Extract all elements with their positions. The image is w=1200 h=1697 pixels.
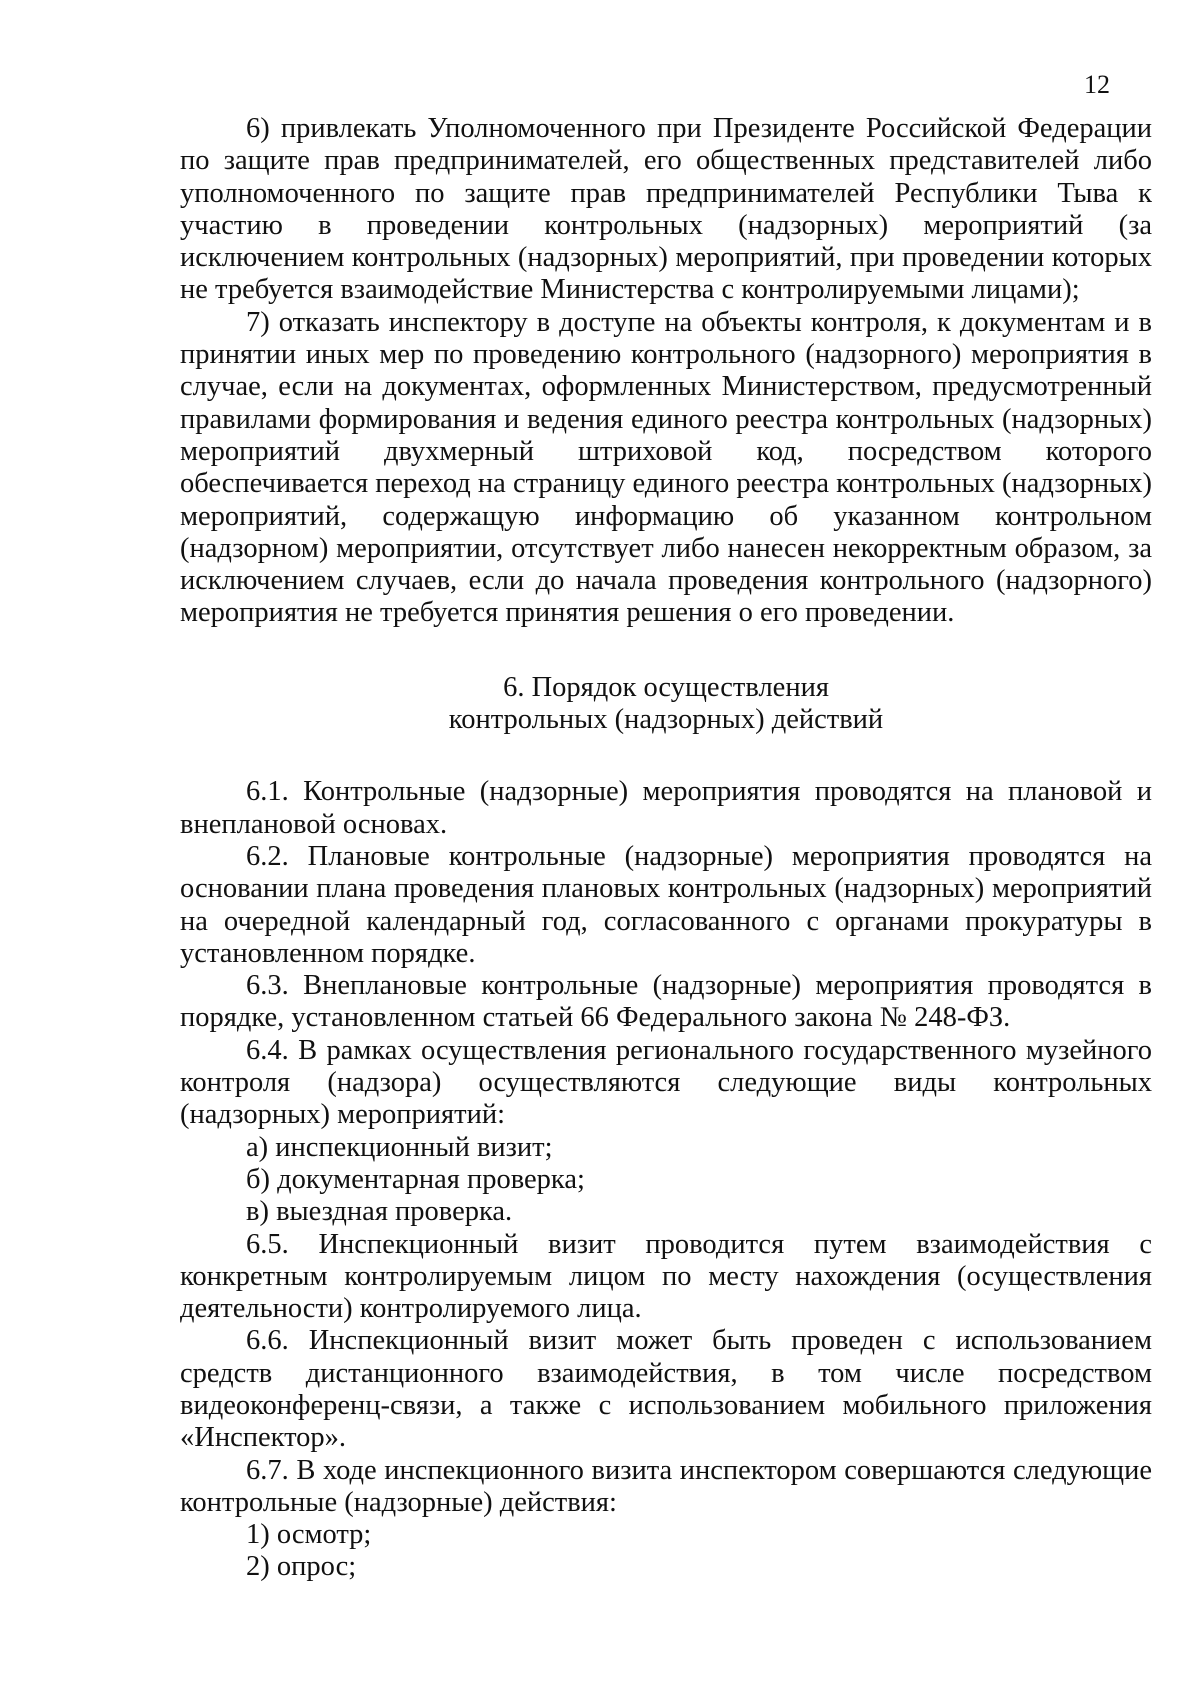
list-item-a: а) инспекционный визит; <box>246 1131 553 1163</box>
paragraph-6-3: 6.3. Внеплановые контрольные (надзорные) мероприятия проводятся в порядке, установленном статьей 66 Федерального закона № 248-ФЗ. <box>180 970 1152 1034</box>
document-body <box>180 113 1152 1584</box>
section-title-line-2: контрольных (надзорных) действий <box>448 704 884 736</box>
paragraph-6-4: 6.4. В рамках осуществления регионального государственного музейного контроля (надзора) осуществляются следующие виды контрольных (надзорных) мероприятий: <box>180 1034 1152 1131</box>
paragraph-6-1: 6.1. Контрольные (надзорные) мероприятия проводятся на плановой и внеплановой основах. <box>180 776 1152 840</box>
paragraph-item-6: 6) привлекать Уполномоченного при Президенте Российской Федерации по защите прав предпринимателей, его общественных представителей либо уполномоченного по защите прав предпринимателей Республики Тыва к участию в проведении контрольных (надзорных) мероприятий (за исключением контрольных (надзорных) мероприятий, при проведении которых не требуется взаимодействие Министерства с контролируемыми лицами); <box>180 113 1152 306</box>
paragraph-item-7: 7) отказать инспектору в доступе на объекты контроля, к документам и в принятии иных мер по проведению контрольного (надзорного) мероприятия в случае, если на документах, оформленных Министерством, предусмотренный правилами формирования и ведения единого реестра контрольных (надзорных) мероприятий двухмерный штриховой код, посредством которого обеспечивается переход на страницу единого реестра контрольных (надзорных) мероприятий, содержащую информацию об указанном контрольном (надзорном) мероприятии, отсутствует либо нанесен некорректным образом, за исключением случаев, если до начала проведения контрольного (надзорного) мероприятия не требуется принятия решения о его проведении. <box>180 306 1152 629</box>
page-number: 12 <box>1084 70 1110 99</box>
list-item-b: б) документарная проверка; <box>246 1163 585 1195</box>
paragraph-6-7: 6.7. В ходе инспекционного визита инспектором совершаются следующие контрольные (надзорные) действия: <box>180 1454 1152 1518</box>
list-item-v: в) выездная проверка. <box>246 1196 513 1228</box>
paragraph-6-5: 6.5. Инспекционный визит проводится путем взаимодействия с конкретным контролируемым лицом по месту нахождения (осуществления деятельности) контролируемого лица. <box>180 1228 1152 1325</box>
section-heading <box>180 672 1152 737</box>
list-item-2: 2) опрос; <box>246 1551 357 1583</box>
paragraph-6-2: 6.2. Плановые контрольные (надзорные) мероприятия проводятся на основании плана проведения плановых контрольных (надзорных) мероприятий на очередной календарный год, согласованного с органами прокуратуры в установленном порядке. <box>180 840 1152 969</box>
section-title-line-1: 6. Порядок осуществления <box>503 671 829 703</box>
paragraph-6-6: 6.6. Инспекционный визит может быть проведен с использованием средств дистанционного взаимодействия, в том числе посредством видеоконференц-связи, а также с использованием мобильного приложения «Инспектор». <box>180 1325 1152 1454</box>
list-item-1: 1) осмотр; <box>246 1519 372 1551</box>
